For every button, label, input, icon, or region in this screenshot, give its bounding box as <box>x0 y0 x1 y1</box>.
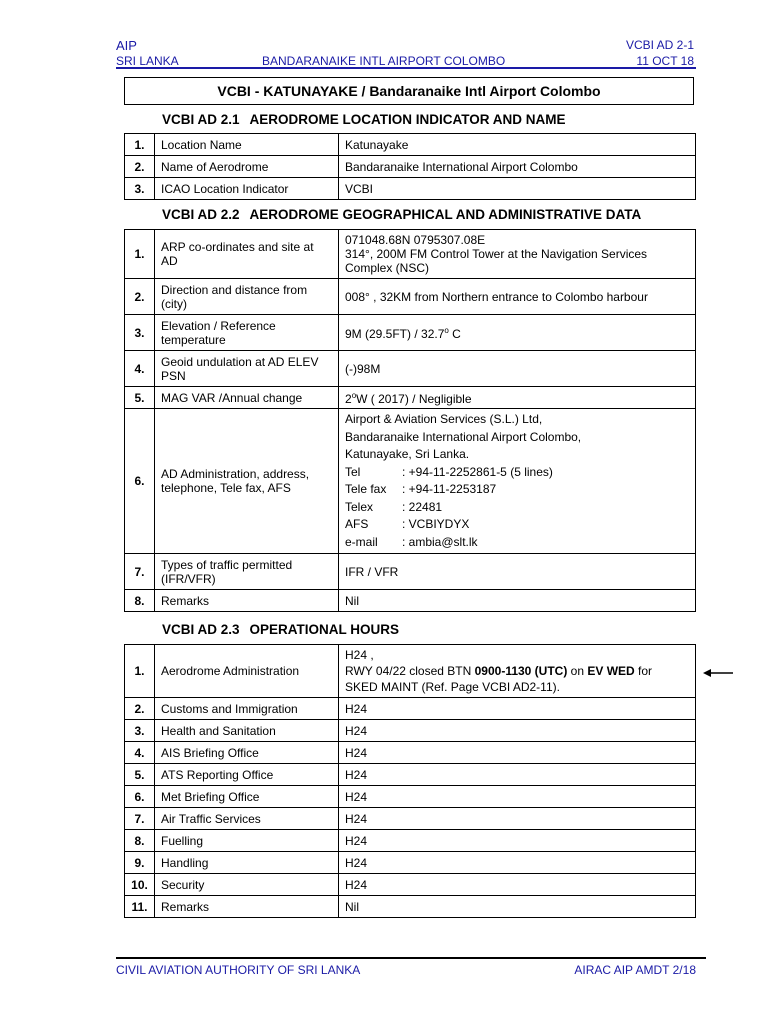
row-number: 1. <box>125 645 155 698</box>
row-value: H24 <box>339 852 696 874</box>
row-label: Location Name <box>155 134 339 156</box>
row-number: 6. <box>125 786 155 808</box>
section-number: VCBI AD 2.3 <box>162 622 240 637</box>
section-heading-2-1 <box>162 112 566 127</box>
table-row <box>125 874 696 896</box>
header-aip: AIP <box>116 38 137 53</box>
contact-telex <box>345 499 689 517</box>
maint-ref: SKED MAINT (Ref. Page VCBI AD2-11). <box>345 680 560 694</box>
footer-authority: CIVIL AVIATION AUTHORITY OF SRI LANKA <box>116 963 361 977</box>
row-label: Aerodrome Administration <box>155 645 339 698</box>
row-label: ICAO Location Indicator <box>155 178 339 200</box>
value-part: W ( 2017) / Negligible <box>356 392 472 406</box>
table-row <box>125 156 696 178</box>
row-value <box>339 645 696 698</box>
row-label: Handling <box>155 852 339 874</box>
row-label: Health and Sanitation <box>155 720 339 742</box>
arp-coordinates: 071048.68N 0795307.08E <box>345 233 486 247</box>
row-number: 3. <box>125 720 155 742</box>
value-part: C <box>448 327 461 341</box>
row-number: 7. <box>125 554 155 590</box>
row-label: AD Administration, address, telephone, Tele fax, AFS <box>155 409 339 554</box>
row-number: 5. <box>125 764 155 786</box>
row-label: Security <box>155 874 339 896</box>
contact-afs <box>345 516 689 534</box>
contact-val: : 22481 <box>402 499 443 514</box>
left-arrow-icon <box>703 666 733 680</box>
contact-val: : +94-11-2252861-5 (5 lines) <box>402 464 553 479</box>
table-geographical-data <box>124 229 696 612</box>
table-row <box>125 134 696 156</box>
row-number: 1. <box>125 134 155 156</box>
row-number: 3. <box>125 315 155 351</box>
row-label: Air Traffic Services <box>155 808 339 830</box>
table-row <box>125 720 696 742</box>
closure-time: 0900-1130 (UTC) <box>474 664 568 678</box>
row-label: AIS Briefing Office <box>155 742 339 764</box>
row-label: Remarks <box>155 590 339 612</box>
contact-org: Airport & Aviation Services (S.L.) Ltd, <box>345 412 543 426</box>
row-value: H24 <box>339 808 696 830</box>
row-value: H24 <box>339 830 696 852</box>
row-label: Geoid undulation at AD ELEV PSN <box>155 351 339 387</box>
row-number: 7. <box>125 808 155 830</box>
section-title: AERODROME GEOGRAPHICAL AND ADMINISTRATIVE DATA <box>249 207 642 222</box>
row-number: 2. <box>125 698 155 720</box>
section-number: VCBI AD 2.2 <box>162 207 240 222</box>
row-number: 4. <box>125 351 155 387</box>
contact-tel <box>345 464 689 482</box>
row-value: H24 <box>339 786 696 808</box>
row-label: Elevation / Reference temperature <box>155 315 339 351</box>
row-value: (-)98M <box>339 351 696 387</box>
table-location-indicator <box>124 133 696 200</box>
contact-address-2: Katunayake, Sri Lanka. <box>345 447 470 461</box>
row-value: Bandaranaike International Airport Colombo <box>339 156 696 178</box>
row-label: Met Briefing Office <box>155 786 339 808</box>
row-number: 8. <box>125 830 155 852</box>
degree-sup: o <box>444 326 449 335</box>
value-part: 9M (29.5FT) / 32.7 <box>345 327 445 341</box>
table-operational-hours <box>124 644 696 918</box>
footer-rule <box>116 957 706 959</box>
header-date: 11 OCT 18 <box>636 54 694 68</box>
header-rule <box>116 67 696 69</box>
row-number: 5. <box>125 387 155 409</box>
row-number: 10. <box>125 874 155 896</box>
footer-amendment: AIRAC AIP AMDT 2/18 <box>574 963 696 977</box>
row-number: 2. <box>125 279 155 315</box>
row-number: 3. <box>125 178 155 200</box>
table-row <box>125 830 696 852</box>
row-value: VCBI <box>339 178 696 200</box>
row-label: Customs and Immigration <box>155 698 339 720</box>
section-heading-2-3 <box>162 622 399 637</box>
table-row <box>125 178 696 200</box>
contact-key: Telex <box>345 499 374 514</box>
arp-site: 314°, 200M FM Control Tower at the Navigation Services Complex (NSC) <box>345 247 648 275</box>
row-label: Remarks <box>155 896 339 918</box>
header-country: SRI LANKA <box>116 54 179 68</box>
header-page-id: VCBI AD 2-1 <box>625 38 694 52</box>
closure-day: EV WED <box>587 664 635 678</box>
row-number: 2. <box>125 156 155 178</box>
row-number: 8. <box>125 590 155 612</box>
contact-val: : +94-11-2253187 <box>402 482 497 496</box>
row-value: IFR / VFR <box>339 554 696 590</box>
section-number: VCBI AD 2.1 <box>162 112 240 127</box>
row-label: MAG VAR /Annual change <box>155 387 339 409</box>
row-value: Nil <box>339 590 696 612</box>
rwy-closure <box>345 663 689 679</box>
table-row <box>125 786 696 808</box>
row-value <box>339 315 696 351</box>
row-label: Name of Aerodrome <box>155 156 339 178</box>
row-value: H24 <box>339 764 696 786</box>
table-row <box>125 742 696 764</box>
row-value <box>339 409 696 554</box>
table-row <box>125 230 696 279</box>
section-heading-2-2 <box>162 207 641 222</box>
degree-sup: o <box>351 391 357 400</box>
table-row <box>125 554 696 590</box>
row-label: ATS Reporting Office <box>155 764 339 786</box>
contact-key: Tele fax <box>345 482 387 496</box>
contact-key: AFS <box>345 517 369 531</box>
table-row <box>125 387 696 409</box>
row-value: Nil <box>339 896 696 918</box>
text-part: on <box>567 664 588 678</box>
row-value: H24 <box>339 698 696 720</box>
header-airport: BANDARANAIKE INTL AIRPORT COLOMBO <box>262 54 506 68</box>
table-row <box>125 645 696 698</box>
page-title: VCBI - KATUNAYAKE / Bandaranaike Intl Airport Colombo <box>124 77 694 105</box>
row-number: 9. <box>125 852 155 874</box>
table-row <box>125 279 696 315</box>
contact-address-1: Bandaranaike International Airport Colombo, <box>345 429 582 444</box>
row-value <box>339 387 696 409</box>
row-value <box>339 230 696 279</box>
row-value: H24 <box>339 874 696 896</box>
row-label: Direction and distance from (city) <box>155 279 339 315</box>
table-row <box>125 590 696 612</box>
row-value: 008° , 32KM from Northern entrance to Colombo harbour <box>339 279 696 315</box>
row-label: ARP co-ordinates and site at AD <box>155 230 339 279</box>
row-value: H24 <box>339 720 696 742</box>
section-title: OPERATIONAL HOURS <box>249 622 400 637</box>
row-label: Fuelling <box>155 830 339 852</box>
table-row <box>125 698 696 720</box>
table-row <box>125 409 696 554</box>
row-number: 6. <box>125 409 155 554</box>
row-number: 4. <box>125 742 155 764</box>
contact-email <box>345 534 689 552</box>
table-row <box>125 764 696 786</box>
table-row <box>125 852 696 874</box>
row-value: Katunayake <box>339 134 696 156</box>
contact-key: e-mail <box>345 534 378 549</box>
table-row <box>125 896 696 918</box>
table-row <box>125 808 696 830</box>
row-value: H24 <box>339 742 696 764</box>
contact-fax <box>345 481 689 499</box>
hours-h24: H24 , <box>345 648 374 662</box>
row-number: 11. <box>125 896 155 918</box>
contact-val: : ambia@slt.lk <box>402 534 478 549</box>
section-title: AERODROME LOCATION INDICATOR AND NAME <box>249 112 566 127</box>
contact-val: : VCBIYDYX <box>402 517 470 531</box>
contact-key: Tel <box>345 464 361 479</box>
row-label: Types of traffic permitted (IFR/VFR) <box>155 554 339 590</box>
value-part: 2 <box>345 392 352 406</box>
table-row <box>125 351 696 387</box>
table-row <box>125 315 696 351</box>
text-part: RWY 04/22 closed BTN <box>345 664 475 678</box>
text-part: for <box>634 664 653 678</box>
row-number: 1. <box>125 230 155 279</box>
